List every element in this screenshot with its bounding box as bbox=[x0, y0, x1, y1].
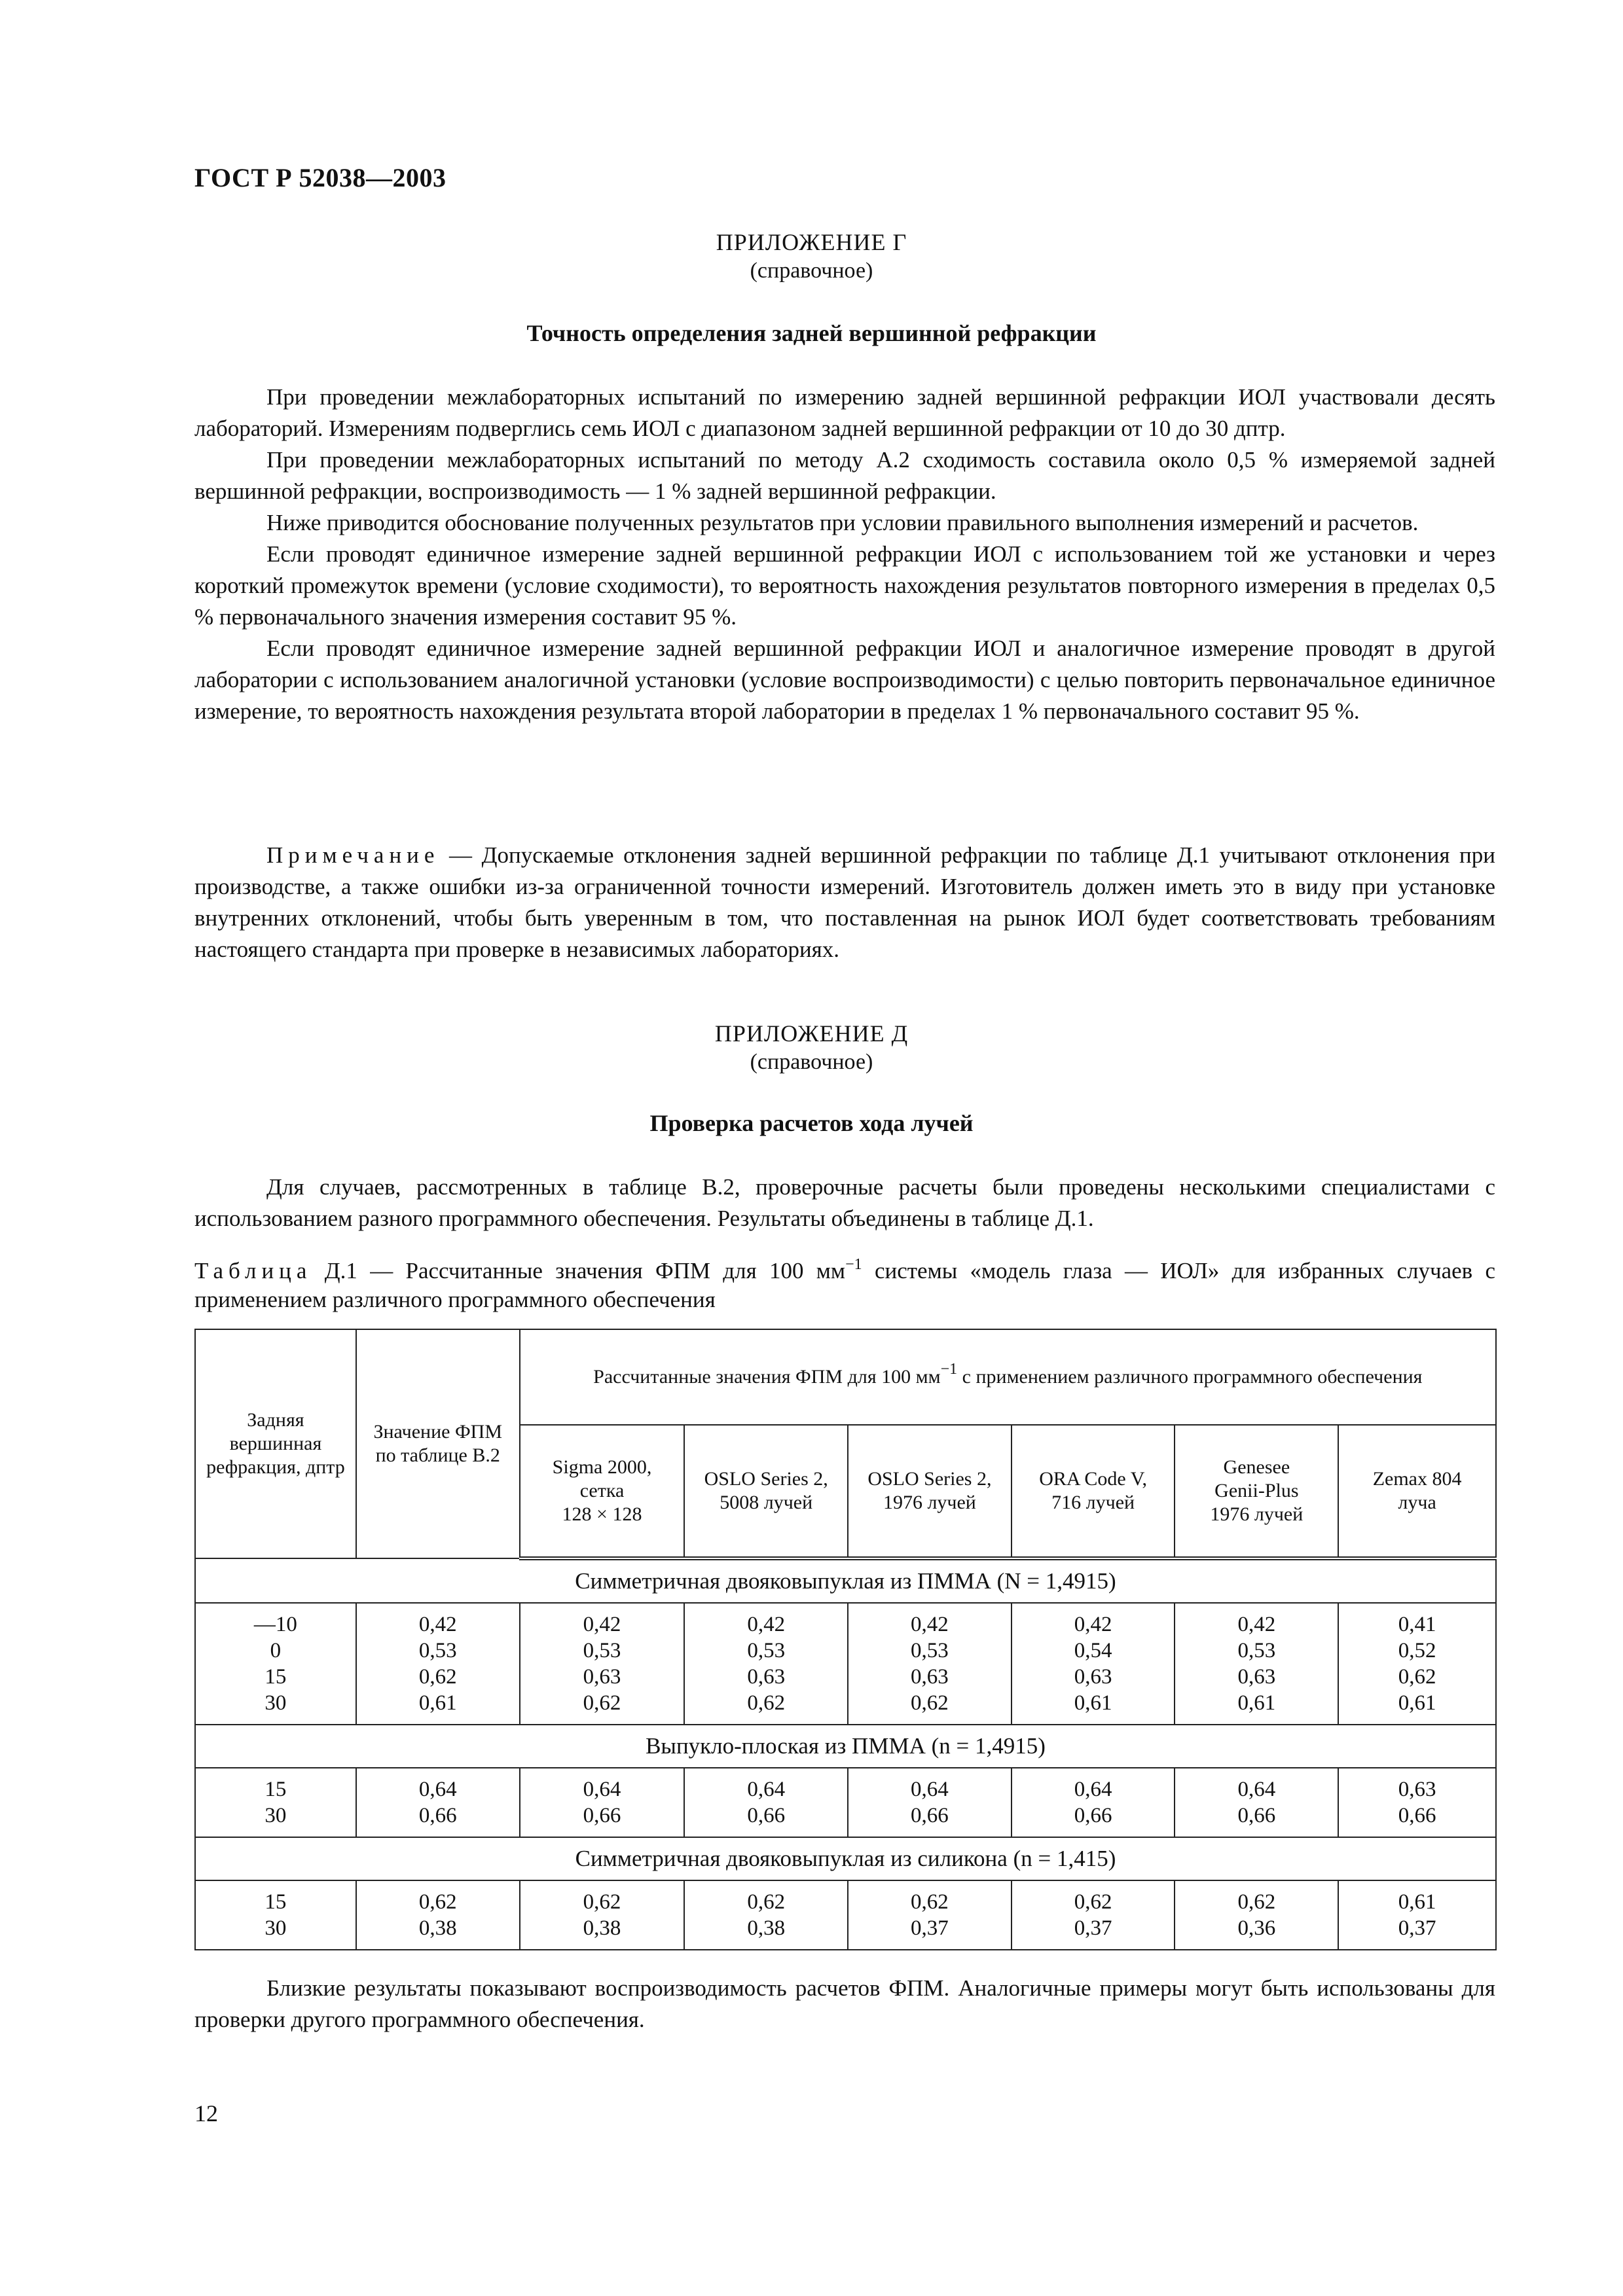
value-column bbox=[520, 1880, 685, 1950]
table-cell: 0,38 bbox=[418, 1916, 457, 1940]
value-column bbox=[684, 1880, 848, 1950]
appendix-d-intro bbox=[194, 1172, 1495, 1234]
appendix-g-note bbox=[194, 840, 1495, 965]
table-cell: 0,37 bbox=[1398, 1916, 1436, 1940]
table-cell: 0,66 bbox=[1237, 1804, 1276, 1827]
software-label: 1976 лучей bbox=[883, 1492, 976, 1513]
header-table-value: Значение ФПМ по таблице В.2 bbox=[356, 1329, 520, 1558]
software-label: 128 × 128 bbox=[562, 1503, 642, 1525]
paragraph: Для случаев, рассмотренных в таблице В.2, проверочные расчеты были проведены несколькими специалистами с использованием разного программного обеспечения. Результаты объединены в таблице Д.1. bbox=[194, 1174, 1495, 1231]
table-cell: 0,66 bbox=[911, 1804, 949, 1827]
value-column bbox=[356, 1768, 520, 1837]
value-column bbox=[356, 1603, 520, 1725]
software-label: OSLO Series 2, bbox=[704, 1468, 828, 1490]
header-software-5 bbox=[1338, 1425, 1496, 1558]
table-cell: 0,38 bbox=[583, 1916, 621, 1940]
table-cell: 0,53 bbox=[583, 1639, 621, 1662]
value-column bbox=[1338, 1768, 1496, 1837]
caption-text-a: Д.1 — Рассчитанные значения ФПМ для 100 мм bbox=[324, 1258, 846, 1283]
value-column bbox=[848, 1603, 1012, 1725]
table-cell: 0,64 bbox=[911, 1778, 949, 1801]
value-column bbox=[848, 1880, 1012, 1950]
value-column bbox=[520, 1603, 685, 1725]
group-header-b: с применением различного программного обеспечения bbox=[962, 1366, 1423, 1388]
table-cell: 0,62 bbox=[583, 1691, 621, 1715]
table-cell: 0,64 bbox=[1237, 1778, 1276, 1801]
appendix-d-subtitle: (справочное) bbox=[750, 1050, 873, 1074]
appendix-d-title: ПРИЛОЖЕНИЕ Д bbox=[714, 1020, 909, 1047]
mtf-table bbox=[194, 1329, 1497, 1950]
table-cell: 0,62 bbox=[911, 1890, 949, 1914]
table-cell: 0,37 bbox=[1074, 1916, 1112, 1940]
caption-text-b: системы «модель глаза — ИОЛ» для избранных случаев с применением различного программного обеспечения bbox=[194, 1258, 1496, 1312]
software-label: луча bbox=[1398, 1492, 1436, 1513]
appendix-g-subtitle: (справочное) bbox=[750, 259, 873, 283]
table-cell: 0,66 bbox=[747, 1804, 786, 1827]
table-cell: 0,62 bbox=[418, 1665, 457, 1689]
value-column bbox=[1175, 1880, 1338, 1950]
table-cell: 0,63 bbox=[911, 1665, 949, 1689]
software-label: Zemax 804 bbox=[1372, 1468, 1462, 1490]
table-caption bbox=[194, 1257, 1495, 1314]
table-cell: 30 bbox=[264, 1916, 287, 1940]
table-cell: 0,64 bbox=[1074, 1778, 1112, 1801]
table-cell: 0,54 bbox=[1074, 1639, 1112, 1662]
software-label: 5008 лучей bbox=[720, 1492, 813, 1513]
software-label: ORA Code V, bbox=[1039, 1468, 1147, 1490]
table-cell: 0,64 bbox=[418, 1778, 457, 1801]
appendix-g-heading: Точность определения задней вершинной рефракции bbox=[526, 320, 1097, 346]
appendix-d-closing bbox=[194, 1973, 1495, 2036]
table-cell: 0,62 bbox=[747, 1691, 786, 1715]
table-cell: —10 bbox=[253, 1613, 297, 1636]
table-cell: 15 bbox=[264, 1665, 287, 1689]
software-label: 716 лучей bbox=[1051, 1492, 1135, 1513]
value-column bbox=[1175, 1768, 1338, 1837]
software-label: Sigma 2000, bbox=[552, 1456, 652, 1478]
header-software-4 bbox=[1175, 1425, 1338, 1558]
table-cell: 0,42 bbox=[418, 1613, 457, 1636]
table-cell: 0,62 bbox=[1237, 1890, 1276, 1914]
value-column bbox=[684, 1768, 848, 1837]
value-column bbox=[1338, 1603, 1496, 1725]
value-column bbox=[356, 1880, 520, 1950]
table-cell: 0,66 bbox=[1074, 1804, 1112, 1827]
appendix-d-heading: Проверка расчетов хода лучей bbox=[649, 1110, 974, 1136]
table-cell: 0,61 bbox=[1398, 1890, 1436, 1914]
table-cell: 15 bbox=[264, 1890, 287, 1914]
page-number: 12 bbox=[194, 2100, 218, 2126]
table-cell: 0,61 bbox=[1074, 1691, 1112, 1715]
header-software-1 bbox=[684, 1425, 848, 1558]
table-cell: 0,63 bbox=[1074, 1665, 1112, 1689]
table-cell: 0,63 bbox=[1237, 1665, 1276, 1689]
table-cell: 0,42 bbox=[1074, 1613, 1112, 1636]
header-software-2 bbox=[848, 1425, 1012, 1558]
refraction-column bbox=[195, 1768, 356, 1837]
value-column bbox=[1012, 1603, 1175, 1725]
software-label: сетка bbox=[579, 1480, 625, 1501]
table-cell: 0,42 bbox=[1237, 1613, 1276, 1636]
group-header-sup: −1 bbox=[940, 1361, 958, 1378]
software-label: Genii-Plus bbox=[1214, 1480, 1299, 1501]
group-header-a: Рассчитанные значения ФПМ для 100 мм bbox=[593, 1366, 941, 1388]
group-label: Симметричная двояковыпуклая из ПММА (N = 1,4915) bbox=[195, 1558, 1496, 1603]
value-column bbox=[1338, 1880, 1496, 1950]
appendix-d-header bbox=[0, 1019, 1623, 1077]
table-cell: 0,61 bbox=[418, 1691, 457, 1715]
header-software-group bbox=[520, 1329, 1496, 1425]
caption-label: Таблица bbox=[194, 1258, 312, 1283]
table-cell: 0 bbox=[270, 1639, 282, 1662]
paragraph: При проведении межлабораторных испытаний по методу А.2 сходимость составила около 0,5 % измеряемой задней вершинной рефракции, воспроизводимость — 1 % задней вершинной рефракции. bbox=[194, 447, 1495, 504]
table-cell: 0,62 bbox=[583, 1890, 621, 1914]
table-cell: 0,61 bbox=[1237, 1691, 1276, 1715]
table-cell: 0,42 bbox=[583, 1613, 621, 1636]
header-software-3 bbox=[1012, 1425, 1175, 1558]
value-column bbox=[1012, 1768, 1175, 1837]
refraction-column bbox=[195, 1880, 356, 1950]
table-cell: 30 bbox=[264, 1804, 287, 1827]
table-cell: 0,52 bbox=[1398, 1639, 1436, 1662]
paragraph: Если проводят единичное измерение задней вершинной рефракции ИОЛ и аналогичное измерение проводят в другой лаборатории с использованием аналогичной установки (условие воспроизводимости) с целью повторить первоначальное единичное измерение, то вероятность нахождения результата второй лаборатории в пределах 1 % первоначального составит 95 %. bbox=[194, 636, 1495, 724]
table-cell: 0,66 bbox=[418, 1804, 457, 1827]
table-cell: 0,64 bbox=[747, 1778, 786, 1801]
table-cell: 0,42 bbox=[747, 1613, 786, 1636]
table-cell: 0,36 bbox=[1237, 1916, 1276, 1940]
table-cell: 0,66 bbox=[583, 1804, 621, 1827]
table-cell: 0,53 bbox=[418, 1639, 457, 1662]
paragraph: Если проводят единичное измерение задней вершинной рефракции ИОЛ с использованием той же установки и через короткий промежуток времени (условие сходимости), то вероятность нахождения результатов повторного измерения в пределах 0,5 % первоначального значения измерения составит 95 %. bbox=[194, 541, 1495, 630]
table-cell: 0,38 bbox=[747, 1916, 786, 1940]
note-text: — Допускаемые отклонения задней вершинной рефракции по таблице Д.1 учитывают отклонения при производстве, а также ошибки из-за ограниченной точности измерений. Изготовитель должен иметь это в виду при установке внутренних отклонений, чтобы быть уверенным в том, что поставленная на рынок ИОЛ будет соответствовать требованиям настоящего стандарта при проверке в независимых лабораториях. bbox=[194, 842, 1495, 962]
table-cell: 0,53 bbox=[1237, 1639, 1276, 1662]
table-cell: 0,62 bbox=[1074, 1890, 1112, 1914]
table-cell: 0,62 bbox=[911, 1691, 949, 1715]
paragraph: Ниже приводится обоснование полученных результатов при условии правильного выполнения измерений и расчетов. bbox=[266, 510, 1419, 535]
table-cell: 0,37 bbox=[911, 1916, 949, 1940]
table-cell: 0,66 bbox=[1398, 1804, 1436, 1827]
value-column bbox=[848, 1768, 1012, 1837]
paragraph: Близкие результаты показывают воспроизводимость расчетов ФПМ. Аналогичные примеры могут быть использованы для проверки другого программного обеспечения. bbox=[194, 1975, 1495, 2032]
refraction-column bbox=[195, 1603, 356, 1725]
note-label: Примечание bbox=[266, 842, 440, 868]
table-cell: 0,42 bbox=[911, 1613, 949, 1636]
value-column bbox=[684, 1603, 848, 1725]
header-refraction: Задняя вершинная рефракция, дптр bbox=[195, 1329, 356, 1558]
software-label: OSLO Series 2, bbox=[867, 1468, 992, 1490]
table-cell: 0,62 bbox=[1398, 1665, 1436, 1689]
table-cell: 0,63 bbox=[747, 1665, 786, 1689]
value-column bbox=[1175, 1603, 1338, 1725]
header-software-0 bbox=[520, 1425, 685, 1558]
table-cell: 0,53 bbox=[911, 1639, 949, 1662]
table-cell: 0,62 bbox=[747, 1890, 786, 1914]
table-cell: 0,64 bbox=[583, 1778, 621, 1801]
table-cell: 0,63 bbox=[583, 1665, 621, 1689]
table-cell: 0,41 bbox=[1398, 1613, 1436, 1636]
table-cell: 0,61 bbox=[1398, 1691, 1436, 1715]
group-label: Симметричная двояковыпуклая из силикона (n = 1,415) bbox=[195, 1837, 1496, 1880]
table-cell: 15 bbox=[264, 1778, 287, 1801]
value-column bbox=[520, 1768, 685, 1837]
appendix-g-body bbox=[194, 382, 1495, 727]
appendix-g-header bbox=[0, 228, 1623, 285]
caption-sup: −1 bbox=[845, 1256, 862, 1273]
appendix-g-title: ПРИЛОЖЕНИЕ Г bbox=[716, 229, 907, 255]
value-column bbox=[1012, 1880, 1175, 1950]
software-label: 1976 лучей bbox=[1210, 1503, 1304, 1525]
group-label: Выпукло-плоская из ПММА (n = 1,4915) bbox=[195, 1725, 1496, 1768]
table-cell: 0,62 bbox=[418, 1890, 457, 1914]
paragraph: При проведении межлабораторных испытаний по измерению задней вершинной рефракции ИОЛ участвовали десять лабораторий. Измерениям подверглись семь ИОЛ с диапазоном задней вершинной рефракции от 10 до 30 дптр. bbox=[194, 384, 1495, 441]
table-cell: 30 bbox=[264, 1691, 287, 1715]
standard-number: ГОСТ Р 52038—2003 bbox=[194, 163, 447, 192]
software-label: Genesee bbox=[1223, 1456, 1290, 1478]
table-cell: 0,63 bbox=[1398, 1778, 1436, 1801]
table-cell: 0,53 bbox=[747, 1639, 786, 1662]
